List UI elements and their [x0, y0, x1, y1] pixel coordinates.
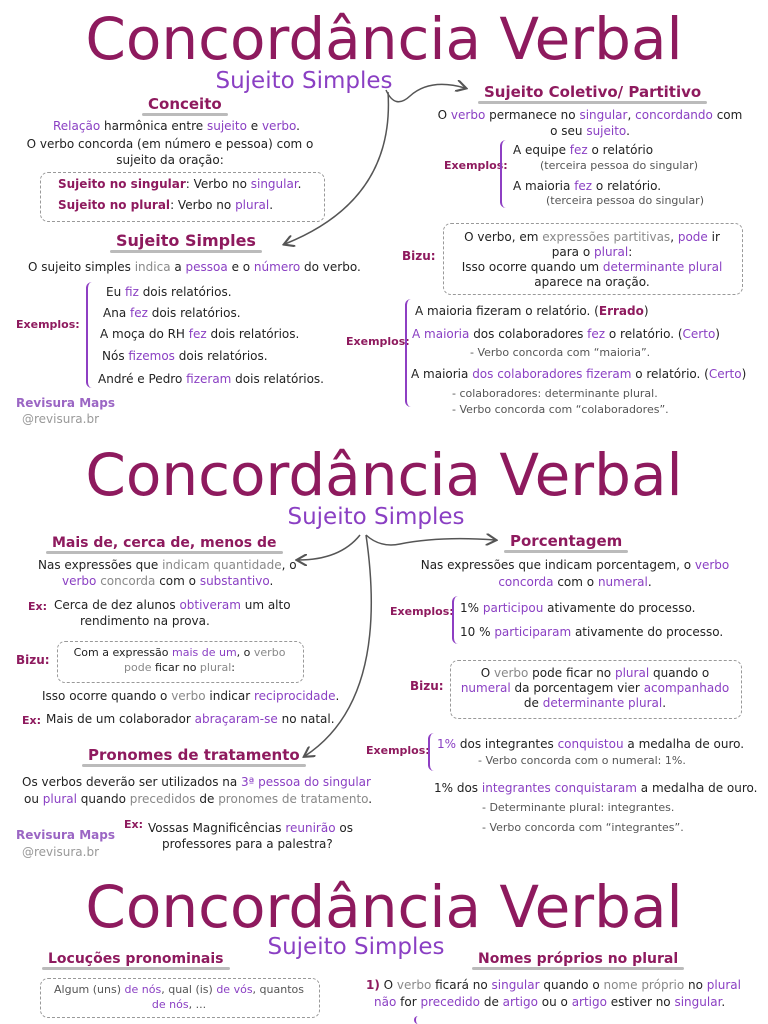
arrow-to-coletivo	[386, 84, 465, 101]
mais-de-d2: verbo concorda com o substantivo.	[62, 574, 274, 588]
brand-handle-2: @revisura.br	[22, 845, 99, 859]
coletivo-ex2: A maioria fez o relatório.	[513, 179, 662, 193]
pronomes-ex-label: Ex:	[124, 818, 144, 831]
bizu-line1: O verbo, em expressões partitivas, pode ir	[464, 230, 720, 244]
porcentagem-e2-note2: - Verbo concorda com “integrantes”.	[482, 821, 684, 834]
pronomes-heading: Pronomes de tratamento	[88, 748, 300, 763]
nomes-heading: Nomes próprios no plural	[478, 952, 678, 966]
porcentagem-bizu3: de determinante plural.	[523, 696, 667, 710]
porcentagem-e2: 1% dos integrantes conquistaram a medalha de ouro.	[434, 781, 758, 795]
coletivo-e3-note2: - Verbo concorda com “colaboradores”.	[452, 403, 669, 416]
pronomes-d2: ou plural quando precedidos de pronomes de tratamento.	[24, 792, 373, 806]
coletivo-e3: A maioria dos colaboradores fizeram o relatório. (Certo)	[411, 367, 747, 381]
arrow-to-mais-de	[298, 535, 360, 560]
brand-handle: @revisura.br	[22, 412, 99, 426]
example-3: A moça do RH fez dois relatórios.	[100, 327, 300, 341]
example-1: Eu fiz dois relatórios.	[106, 285, 232, 299]
porcentagem-d1: Nas expressões que indicam porcentagem, o verbo	[420, 558, 730, 572]
nomes-line1: 1) O verbo ficará no singular quando o nome próprio no plural	[366, 978, 741, 992]
coletivo-e3-note1: - colaboradores: determinante plural.	[452, 387, 658, 400]
section-1-subtitle: Sujeito Simples	[215, 68, 393, 94]
mais-de-r1: Isso ocorre quando o verbo indicar reciprocidade.	[42, 689, 340, 703]
section-2-subtitle: Sujeito Simples	[287, 504, 465, 530]
locucoes-heading: Locuções pronominais	[48, 952, 224, 966]
section-3-subtitle: Sujeito Simples	[267, 934, 445, 960]
mais-de-r2: Mais de um colaborador abraçaram-se no natal.	[46, 712, 335, 726]
coletivo-e2-note: - Verbo concorda com “maioria”.	[470, 346, 651, 359]
locucoes-line2: de nós, ...	[151, 998, 207, 1011]
bizu-line2: para o plural:	[551, 245, 633, 259]
section-1-title: Concordância Verbal	[85, 5, 683, 73]
porcentagem-e2-note1: - Determinante plural: integrantes.	[482, 801, 675, 814]
coletivo-def1: O verbo permanece no singular, concordando com	[437, 108, 743, 122]
coletivo-e2: A maioria dos colaboradores fez o relatório. (Certo)	[412, 327, 720, 341]
porcentagem-heading: Porcentagem	[510, 534, 622, 549]
mais-de-bizu1: Com a expressão mais de um, o verbo	[73, 646, 286, 659]
porcentagem-bizu-label: Bizu:	[410, 679, 444, 693]
porcentagem-examples2-label: Exemplos:	[366, 744, 430, 757]
coletivo-bizu-label: Bizu:	[402, 249, 436, 263]
sujeito-simples-heading: Sujeito Simples	[116, 233, 256, 249]
arrow-to-pronomes	[305, 535, 371, 756]
coletivo-examples2-label: Exemplos:	[346, 335, 410, 348]
porcentagem-bizu1: O verbo pode ficar no plural quando o	[480, 666, 710, 680]
arrow-to-sujeito-simples	[285, 92, 388, 244]
mais-de-ex-label: Ex:	[28, 600, 48, 613]
conceito-line1: Relação harmônica entre sujeito e verbo.	[53, 119, 300, 133]
example-2: Ana fez dois relatórios.	[103, 306, 241, 320]
conceito-line2: O verbo concorda (em número e pessoa) com o	[26, 137, 314, 151]
porcentagem-bizu2: numeral da porcentagem vier acompanhado	[460, 681, 730, 695]
coletivo-e1: A maioria fizeram o relatório. (Errado)	[415, 304, 649, 318]
mais-de-bizu2: pode ficar no plural:	[124, 661, 235, 674]
mais-de-d1: Nas expressões que indicam quantidade, o	[38, 558, 297, 572]
sujeito-simples-examples-label: Exemplos:	[16, 318, 80, 331]
porcentagem-examples-label: Exemplos:	[390, 605, 454, 618]
porcentagem-d2: concorda com o numeral.	[498, 575, 652, 589]
porcentagem-ex1: 1% participou ativamente do processo.	[460, 601, 696, 615]
mais-de-bizu-label: Bizu:	[16, 653, 50, 667]
arrow-to-porcentagem	[366, 535, 495, 545]
porcentagem-e1: 1% dos integrantes conquistou a medalha de ouro.	[437, 737, 745, 751]
section-3-title: Concordância Verbal	[85, 873, 683, 941]
locucoes-line1: Algum (uns) de nós, qual (is) de vós, quantos	[54, 983, 304, 996]
coletivo-ex2-note: (terceira pessoa do singular)	[546, 194, 704, 207]
bizu-line3: Isso ocorre quando um determinante plural	[461, 260, 723, 274]
pronomes-ex2: professores para a palestra?	[162, 837, 333, 851]
rule-plural: Sujeito no plural: Verbo no plural.	[58, 198, 274, 212]
mais-de-heading: Mais de, cerca de, menos de	[52, 536, 277, 550]
section-2-title: Concordância Verbal	[85, 441, 683, 509]
porcentagem-ex2: 10 % participaram ativamente do processo.	[460, 625, 724, 639]
pronomes-d1: Os verbos deverão ser utilizados na 3ª pessoa do singular	[22, 775, 371, 789]
bizu-line4: aparece na oração.	[534, 275, 650, 289]
pronomes-ex1: Vossas Magnificências reunirão os	[148, 821, 353, 835]
mais-de-ex1: Cerca de dez alunos obtiveram um alto	[54, 598, 291, 612]
rule-singular: Sujeito no singular: Verbo no singular.	[58, 177, 302, 191]
mais-de-ex2: rendimento na prova.	[80, 614, 210, 628]
example-5: André e Pedro fizeram dois relatórios.	[98, 372, 324, 386]
coletivo-heading: Sujeito Coletivo/ Partitivo	[484, 85, 701, 100]
brand-name-2: Revisura Maps	[16, 828, 115, 842]
mais-de-ex2-label: Ex:	[22, 714, 42, 727]
coletivo-ex1: A equipe fez o relatório	[513, 143, 654, 157]
coletivo-def2: o seu sujeito.	[550, 124, 630, 138]
nomes-line2: não for precedido de artigo ou o artigo estiver no singular.	[374, 995, 726, 1009]
coletivo-ex1-note: (terceira pessoa do singular)	[540, 159, 698, 172]
conceito-line3: sujeito da oração:	[116, 153, 224, 167]
sujeito-simples-definition: O sujeito simples indica a pessoa e o número do verbo.	[28, 260, 361, 274]
example-4: Nós fizemos dois relatórios.	[102, 349, 268, 363]
conceito-heading: Conceito	[148, 97, 222, 112]
porcentagem-e1-note: - Verbo concorda com o numeral: 1%.	[478, 754, 686, 767]
coletivo-examples-label: Exemplos:	[444, 159, 508, 172]
brand-name: Revisura Maps	[16, 396, 115, 410]
